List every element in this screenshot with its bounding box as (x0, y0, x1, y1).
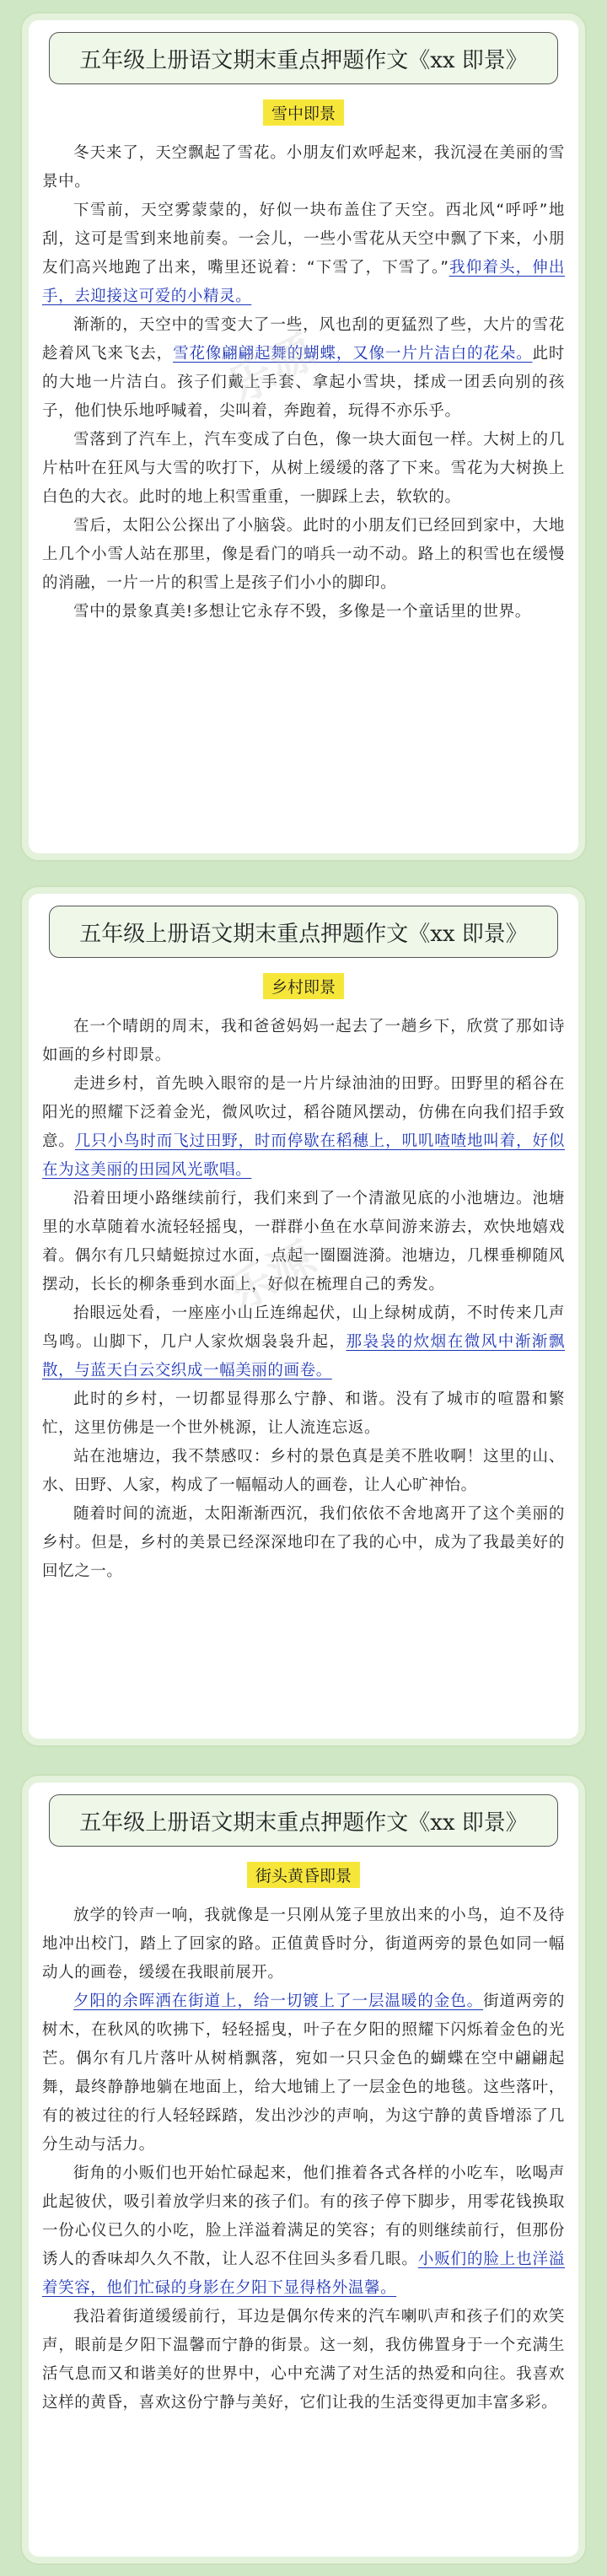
article-paragraph (42, 1987, 565, 2159)
text-segment: 放学的铃声一响，我就像是一只刚从笼子里放出来的小鸟，迫不及待地冲出校门，踏上了回家的路。正值黄昏时分，街道两旁的景色如同一幅动人的画卷，缓缓在我眼前展开。 (42, 1906, 565, 1982)
text-segment: 走进乡村，首先映入眼帘的是一片片绿油油的田野。田野里的稻谷在阳光的照耀下泛着金光，微风吹过，稻谷随风摆动，仿佛在向我们招手致意。 (42, 1075, 565, 1150)
article-card-snow (20, 12, 587, 862)
text-segment: 街道两旁的树木，在秋风的吹拂下，轻轻摇曳，叶子在夕阳的照耀下闪烁着金色的光芒。偶尔有几片落叶从树梢飘落，宛如一只只金色的蝴蝶在空中翩翩起舞，最终静静地躺在地面上，给大地铺上了一层金色的地毯。这些落叶，有的被过往的行人轻轻踩踏，发出沙沙的声响，为这宁静的黄昏增添了几分生动与活力。 (42, 1993, 565, 2154)
article-paragraph (42, 311, 565, 426)
article-title: 五年级上册语文期末重点押题作文《xx 即景》 (49, 32, 558, 84)
text-segment: 雪落到了汽车上，汽车变成了白色，像一块大面包一样。大树上的几片枯叶在狂风与大雪的吹打下，从树上缓缓的落了下来。雪花为大树换上白色的大衣。此时的地上积雪重重，一脚踩上去，软软的。 (42, 431, 565, 506)
article-paragraph (42, 196, 565, 311)
text-segment: 沿着田埂小路继续前行，我们来到了一个清澈见底的小池塘边。池塘里的水草随着水流轻轻摇曳，一群群小鱼在水草间游来游去，欢快地嬉戏着。偶尔有几只蜻蜓掠过水面，点起一圈圈涟漪。池塘边，几棵垂柳随风摆动，长长的柳条垂到水面上，好似在梳理自己的秀发。 (42, 1190, 565, 1293)
article-paragraph (42, 1901, 565, 1987)
article-card-street (20, 1774, 587, 2565)
article-body (42, 1013, 565, 1586)
highlighted-sentence: 几只小鸟时而飞过田野，时而停歇在稻穗上，叽叽喳喳地叫着，好似在为这美丽的田园风光歌唱。 (42, 1132, 565, 1179)
text-segment: 此时的乡村，一切都显得那么宁静、和谐。没有了城市的喧嚣和繁忙，这里仿佛是一个世外桃源，让人流连忘返。 (42, 1390, 565, 1437)
highlighted-sentence: 夕阳的余晖洒在街道上，给一切镀上了一层温暖的金色。 (73, 1993, 484, 2010)
text-segment: 我沿着街道缓缓前行，耳边是偶尔传来的汽车喇叭声和孩子们的欢笑声，眼前是夕阳下温馨而宁静的街景。这一刻，我仿佛置身于一个充满生活气息而又和谐美好的世界中，心中充满了对生活的热爱和向往。我喜欢这样的黄昏，喜欢这份宁静与美好，它们让我的生活变得更加丰富多彩。 (42, 2308, 565, 2412)
article-paragraph (42, 1443, 565, 1500)
highlighted-sentence: 那袅袅的炊烟在微风中渐渐飘散，与蓝天白云交织成一幅美丽的画卷。 (42, 1333, 565, 1379)
article-paragraph (42, 1500, 565, 1586)
text-segment: 冬天来了，天空飘起了雪花。小朋友们欢呼起来，我沉浸在美丽的雪景中。 (42, 144, 565, 191)
article-paragraph (42, 1070, 565, 1185)
article-subtitle: 乡村即景 (263, 973, 344, 999)
article-title: 五年级上册语文期末重点押题作文《xx 即景》 (49, 906, 558, 958)
text-segment: 雪后，太阳公公探出了小脑袋。此时的小朋友们已经回到家中，大地上几个小雪人站在那里，像是看门的哨兵一动不动。路上的积雪也在缓慢的消融，一片一片的积雪上是孩子们小小的脚印。 (42, 517, 565, 592)
watermark: 乐源 (218, 1231, 325, 1322)
article-paragraph (42, 139, 565, 196)
article-paragraph (42, 2159, 565, 2303)
article-paragraph (42, 426, 565, 512)
article-paragraph (42, 1185, 565, 1299)
text-segment: 抬眼远处看，一座座小山丘连绵起伏，山上绿树成荫，不时传来几声鸟鸣。山脚下，几户人家炊烟袅袅升起， (42, 1304, 565, 1351)
article-paragraph (42, 1385, 565, 1443)
article-title: 五年级上册语文期末重点押题作文《xx 即景》 (49, 1794, 558, 1847)
highlighted-sentence: 雪花像翩翩起舞的蝴蝶，又像一片片洁白的花朵。 (173, 345, 533, 363)
text-segment: 渐渐的，天空中的雪变大了一些，风也刮的更猛烈了些，大片的雪花趁着风飞来飞去， (42, 316, 565, 363)
text-segment: 站在池塘边，我不禁感叹：乡村的景色真是美不胜收啊！这里的山、水、田野、人家，构成了一幅幅动人的画卷，让人心旷神怡。 (42, 1448, 565, 1494)
text-segment: 街角的小贩们也开始忙碌起来，他们推着各式各样的小吃车，吆喝声此起彼伏，吸引着放学归来的孩子们。有的孩子停下脚步，用零花钱换取一份心仪已久的小吃，脸上洋溢着满足的笑容；有的则继续前行，但那份诱人的香味却久久不散，让人忍不住回头多看几眼。 (42, 2165, 565, 2268)
text-segment: 下雪前，天空雾蒙蒙的，好似一块布盖住了天空。西北风“呼呼”地刮，这可是雪到来地前奏。一会儿，一些小雪花从天空中飘了下来，小朋友们高兴地跑了出来，嘴里还说着：“下雪了，下雪了。” (42, 202, 565, 277)
article-paragraph (42, 2303, 565, 2417)
article-body (42, 1901, 565, 2417)
highlighted-sentence: 小贩们的脸上也洋溢着笑容，他们忙碌的身影在夕阳下显得格外温馨。 (42, 2251, 565, 2297)
article-paragraph (42, 598, 565, 627)
highlighted-sentence: 我仰着头，伸出手，去迎接这可爱的小精灵。 (42, 259, 565, 305)
article-paragraph (42, 1299, 565, 1385)
article-card-village (20, 885, 587, 1747)
article-subtitle: 雪中即景 (263, 99, 344, 126)
watermark: 乐源 (218, 324, 325, 415)
text-segment: 随着时间的流逝，太阳渐渐西沉，我们依依不舍地离开了这个美丽的乡村。但是，乡村的美景已经深深地印在了我的心中，成为了我最美好的回忆之一。 (42, 1505, 565, 1580)
text-segment: 在一个晴朗的周末，我和爸爸妈妈一起去了一趟乡下，欣赏了那如诗如画的乡村即景。 (42, 1018, 565, 1064)
article-body (42, 139, 565, 627)
article-paragraph (42, 1013, 565, 1070)
article-subtitle: 街头黄昏即景 (247, 1862, 360, 1888)
text-segment: 此时的大地一片洁白。孩子们戴上手套、拿起小雪块，揉成一团丢向别的孩子，他们快乐地呼喊着，尖叫着，奔跑着，玩得不亦乐乎。 (42, 345, 565, 420)
text-segment: 雪中的景象真美!多想让它永存不毁，多像是一个童话里的世界。 (73, 603, 531, 621)
article-paragraph (42, 512, 565, 598)
